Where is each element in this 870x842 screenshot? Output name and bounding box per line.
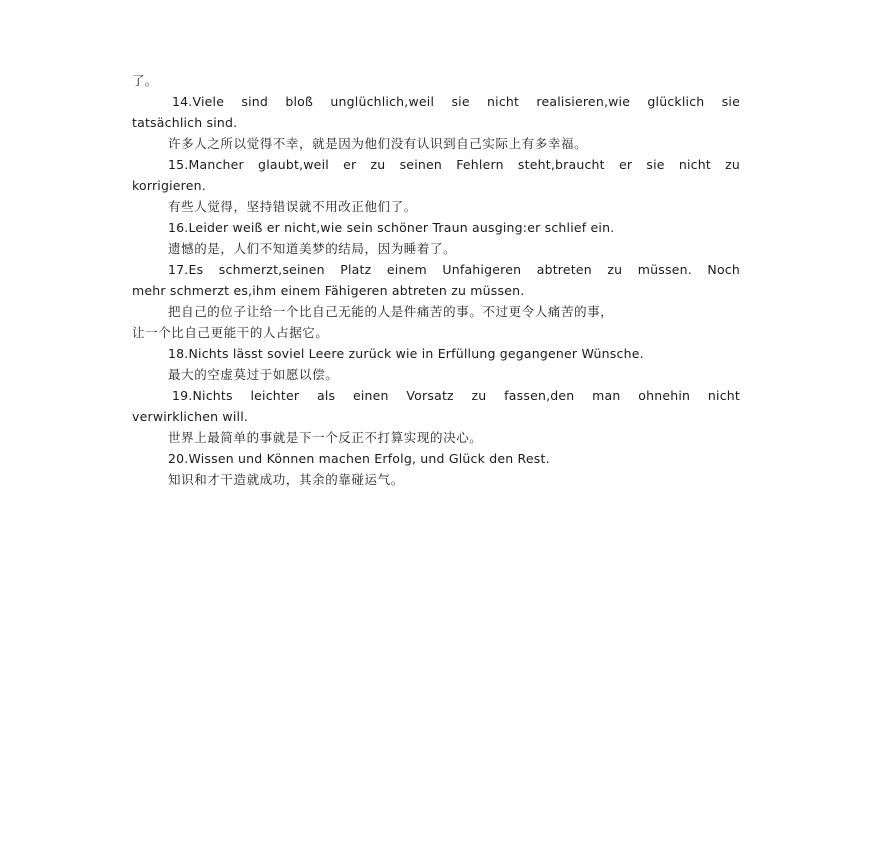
text-line: 16.Leider weiß er nicht,wie sein schöner Traun ausging:er schlief ein. [168,220,615,235]
text-line: 19.Nichts leichter als einen Vorsatz zu fassen,den man ohnehin nicht [172,388,740,403]
text-line: mehr schmerzt es,ihm einem Fähigeren abtreten zu müssen. [132,283,525,298]
text-line: 20.Wissen und Können machen Erfolg, und Glück den Rest. [168,451,550,466]
text-line: 有些人觉得，坚持错误就不用改正他们了。 [168,199,417,214]
text-line: tatsächlich sind. [132,115,238,130]
text-line: 最大的空虚莫过于如愿以偿。 [168,367,339,382]
text-line: 许多人之所以觉得不幸，就是因为他们没有认识到自己实际上有多幸福。 [168,136,588,151]
text-line: 让一个比自己更能干的人占据它。 [132,325,329,340]
text-line: 15.Mancher glaubt,weil er zu seinen Fehlern steht,braucht er sie nicht zu [168,157,740,172]
text-line: verwirklichen will. [132,409,249,424]
text-line: 世界上最简单的事就是下一个反正不打算实现的决心。 [168,430,483,445]
text-line: korrigieren. [132,178,206,193]
text-line: 18.Nichts lässt soviel Leere zurück wie in Erfüllung gegangener Wünsche. [168,346,644,361]
text-line: 17.Es schmerzt,seinen Platz einem Unfahigeren abtreten zu müssen. Noch [168,262,740,277]
text-line: 遗憾的是，人们不知道美梦的结局，因为睡着了。 [168,241,457,256]
text-line: 把自己的位子让给一个比自己无能的人是件痛苦的事。不过更令人痛苦的事， [168,304,614,319]
text-line: 了。 [132,73,158,88]
document-body [132,70,740,490]
text-line: 知识和才干造就成功，其余的靠碰运气。 [168,472,404,487]
text-line: 14.Viele sind bloß unglüchlich,weil sie nicht realisieren,wie glücklich sie [172,94,740,109]
